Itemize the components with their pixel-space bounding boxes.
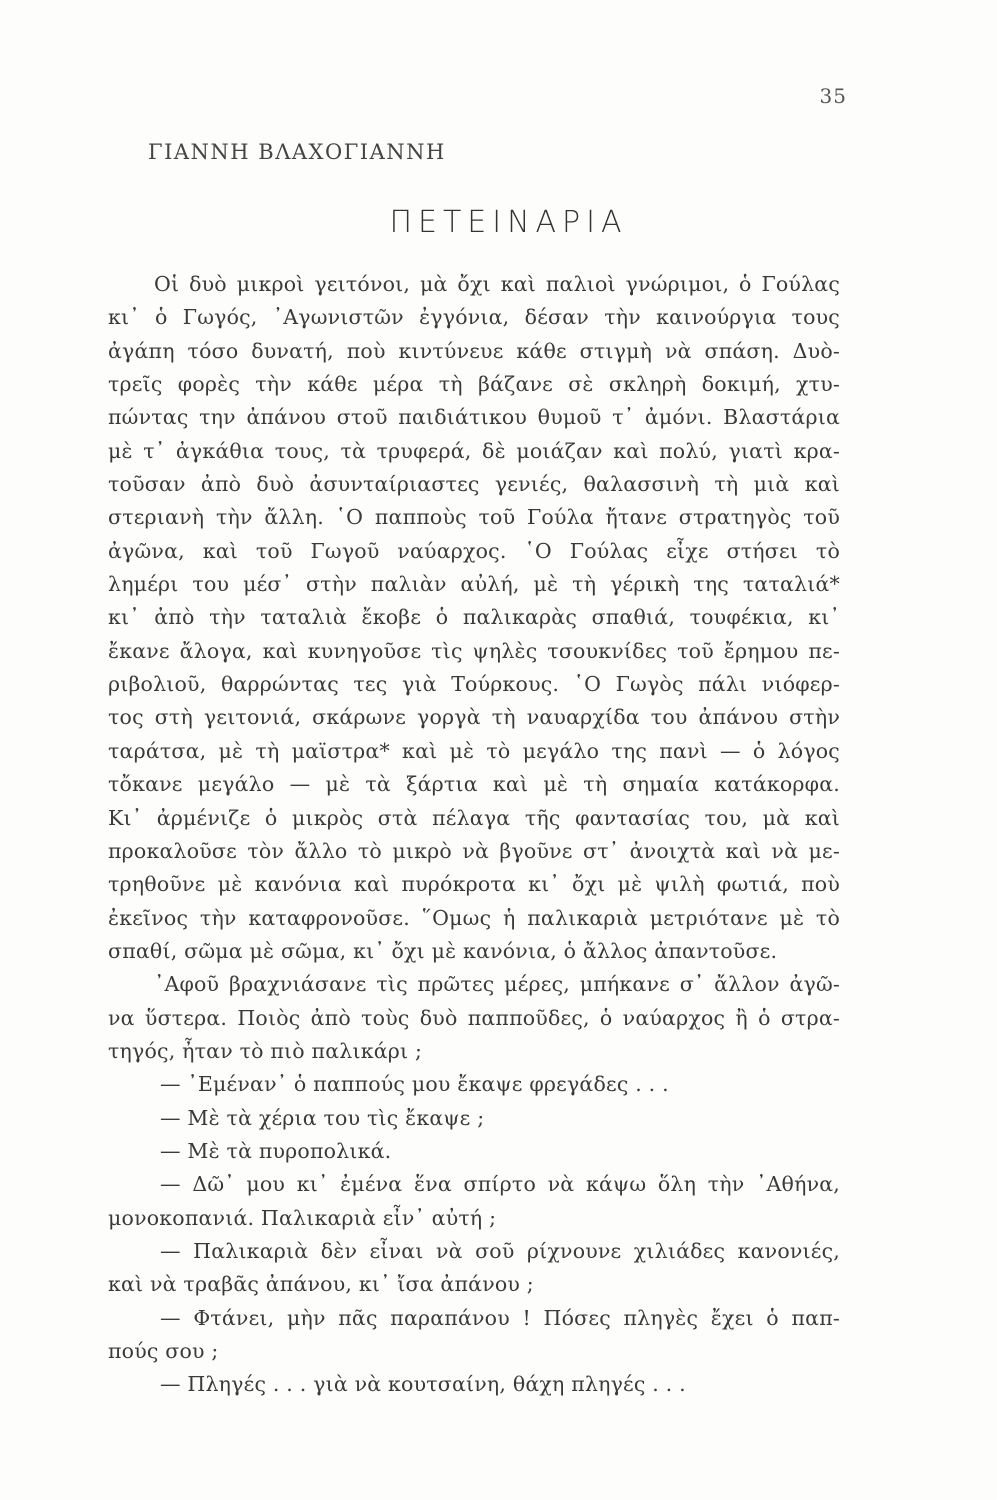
dialogue-line: — Παλικαριὰ δὲν εἶναι νὰ σοῦ ρίχνουνε χιλιάδες κανονιές, [160,1238,840,1263]
text-line: τρεῖς φορὲς τὴν κάθε μέρα τὴ βάζανε σὲ σκληρὴ δοκιμή, χτυ- [108,372,840,397]
text-line: να ὕστερα. Ποιὸς ἀπὸ τοὺς δυὸ παπποῦδες, ὁ ναύαρχος ἢ ὁ στρα- [108,1005,840,1030]
story-body [108,268,840,1402]
text-line: ἔκανε ἄλογα, καὶ κυνηγοῦσε τὶς ψηλὲς τσουκνίδες τοῦ ἔρημου πε- [108,638,840,663]
text-line: λημέρι του μέσ᾽ στὴν παλιὰν αὐλή, μὲ τὴ γέρικὴ της ταταλιά* [108,572,840,597]
text-line: ἀγάπη τόσο δυνατή, ποὺ κιντύνευε κάθε στιγμὴ νὰ σπάση. Δυὸ- [108,338,840,363]
text-line: Οἱ δυὸ μικροὶ γειτόνοι, μὰ ὄχι καὶ παλιοὶ γνώριμοι, ὁ Γούλας [154,272,840,296]
text-line: κι᾽ ἀπὸ τὴν ταταλιὰ ἔκοβε ὁ παλικαρὰς σπαθιά, τουφέκια, κι᾽ [108,605,840,630]
dialogue-line: — Μὲ τὰ πυροπολικά. [160,1138,392,1163]
text-line: τρηθοῦνε μὲ κανόνια καὶ πυρόκροτα κι᾽ ὄχι μὲ ψιλὴ φωτιά, ποὺ [108,872,840,897]
text-line: ἀγῶνα, καὶ τοῦ Γωγοῦ ναύαρχος. ῾Ο Γούλας εἶχε στήσει τὸ [108,538,840,563]
text-line: Κι᾽ ἀρμένιζε ὁ μικρὸς στὰ πέλαγα τῆς φαντασίας του, μὰ καὶ [108,805,840,830]
dialogue-line: — Φτάνει, μὴν πᾶς παραπάνου ! Πόσες πληγὲς ἔχει ὁ παπ- [160,1305,840,1330]
text-line: ᾽Αφοῦ βραχνιάσανε τὶς πρῶτες μέρες, μπήκανε σ᾽ ἄλλον ἀγῶ- [154,972,840,997]
dialogue-line: — ᾽Εμέναν᾽ ὁ παππούς μου ἔκαψε φρεγάδες . . . [160,1072,669,1097]
text-line: στεριανὴ τὴν ἄλλη. ῾Ο παπποὺς τοῦ Γούλα ἤτανε στρατηγὸς τοῦ [108,505,840,530]
text-line: τηγός, ἦταν τὸ πιὸ παλικάρι ; [108,1038,423,1063]
text-line: ταράτσα, μὲ τὴ μαϊστρα* καὶ μὲ τὸ μεγάλο της πανὶ — ὁ λόγος [108,738,840,763]
text-line: μονοκοπανιά. Παλικαριὰ εἶν᾽ αὐτή ; [108,1205,497,1230]
dialogue-line: — Πληγές . . . γιὰ νὰ κουτσαίνη, θάχη πληγές . . . [160,1372,686,1397]
text-line: ριβολιοῦ, θαρρώντας τες γιὰ Τούρκους. ῾Ο Γωγὸς πάλι νιόφερ- [108,672,840,697]
dialogue-line: — Μὲ τὰ χέρια του τὶς ἔκαψε ; [160,1105,485,1130]
text-line: τὄκανε μεγάλο — μὲ τὰ ξάρτια καὶ μὲ τὴ σημαία κατάκορφα. [108,772,840,797]
text-line: τος στὴ γειτονιά, σκάρωνε γοργὰ τὴ ναυαρχίδα του ἀπάνου στὴν [108,705,840,730]
text-line: σπαθί, σῶμα μὲ σῶμα, κι᾽ ὄχι μὲ κανόνια, ὁ ἄλλος ἀπαντοῦσε. [108,938,778,963]
text-line: πούς σου ; [108,1339,219,1363]
text-line: προκαλοῦσε τὸν ἄλλο τὸ μικρὸ νὰ βγοῦνε στ᾽ ἀνοιχτὰ καὶ νὰ με- [108,838,840,863]
dialogue-line: — Δῶ᾽ μου κι᾽ ἐμένα ἕνα σπίρτο νὰ κάψω ὅλη τὴν ᾽Αθήνα, [160,1172,840,1197]
text-line: μὲ τ᾽ ἀγκάθια τους, τὰ τρυφερά, δὲ μοιάζαν καὶ πολύ, γιατὶ κρα- [108,438,840,463]
page-number: 35 [819,84,847,108]
text-line: τοῦσαν ἀπὸ δυὸ ἀσυνταίριαστες γενιές, θαλασσινὴ τὴ μιὰ καὶ [108,472,840,497]
text-line: καὶ νὰ τραβᾶς ἀπάνου, κι᾽ ἴσα ἀπάνου ; [108,1272,534,1297]
text-line: κι᾽ ὁ Γωγός, ᾽Αγωνιστῶν ἐγγόνια, δέσαν τὴν καινούργια τους [108,305,840,330]
story-title: ΠΕΤΕΙΝΑΡΙΑ [389,205,628,240]
text-line: ἐκεῖνος τὴν καταφρονοῦσε. ῞Ομως ἡ παλικαριὰ μετριότανε μὲ τὸ [108,905,840,930]
text-line: πώντας την ἀπάνου στοῦ παιδιάτικου θυμοῦ τ᾽ ἀμόνι. Βλαστάρια [108,405,840,430]
author-name: ΓΙΑΝΝΗ ΒΛΑΧΟΓΙΑΝΝΗ [148,140,446,164]
